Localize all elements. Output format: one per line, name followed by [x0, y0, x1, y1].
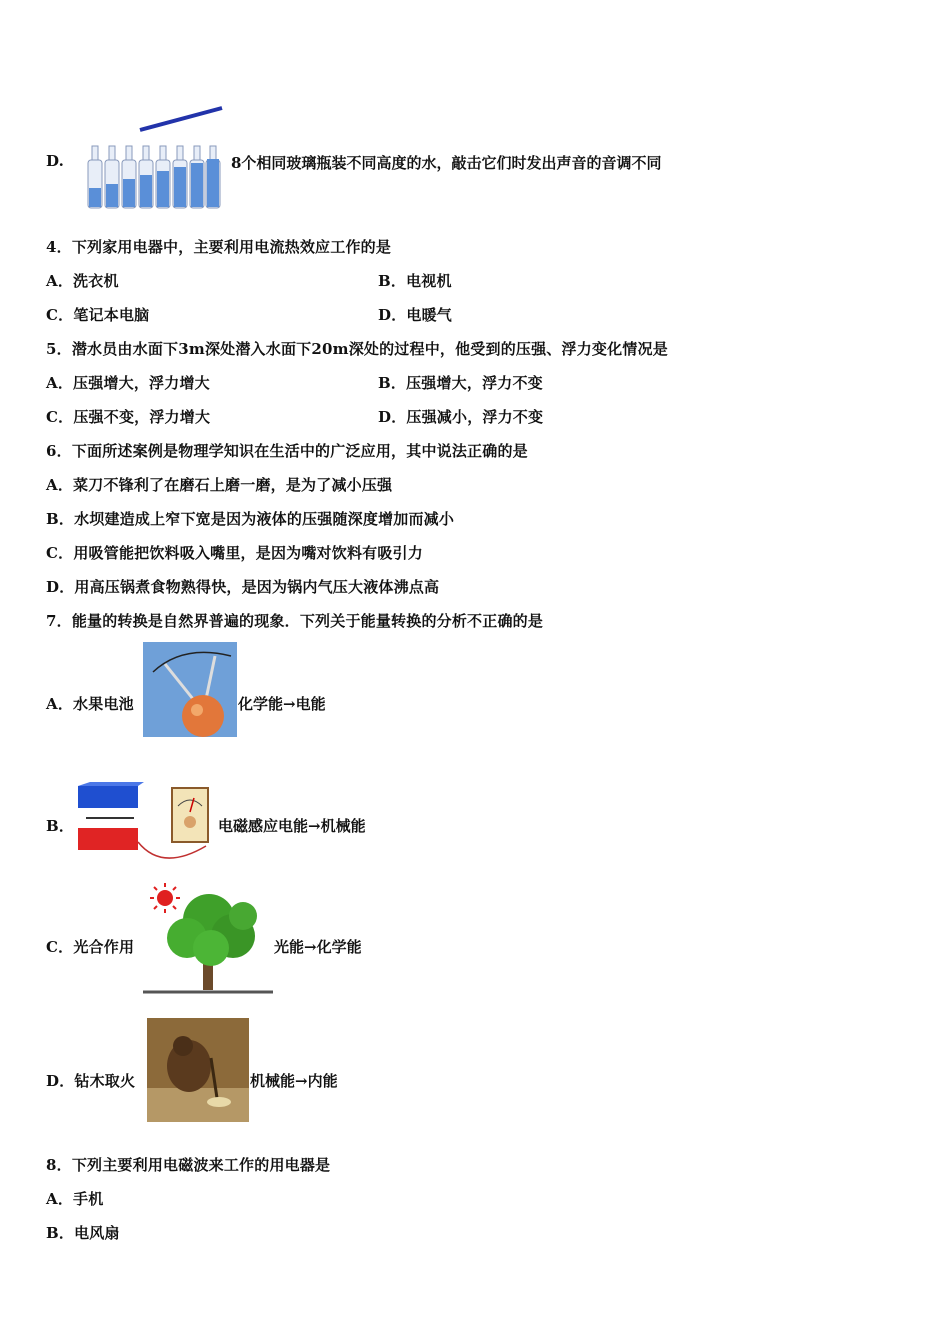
q7-option-a-label: A．水果电池	[46, 695, 134, 713]
blue-magnet	[78, 786, 138, 808]
q7-option-b-text: 电磁感应电能→机械能	[218, 817, 366, 835]
q6-option-b: B．水坝建造成上窄下宽是因为液体的压强随深度增加而减小	[46, 510, 455, 528]
q8-option-a: A．手机	[46, 1190, 104, 1208]
tree-icon	[167, 894, 257, 990]
q5-option-d: D．压强减小，浮力不变	[378, 408, 544, 426]
water-bottles	[88, 146, 220, 208]
q3-option-d-text: 8个相同玻璃瓶装不同高度的水，敲击它们时发出声音的音调不同	[231, 154, 662, 172]
caveman-head	[173, 1036, 193, 1056]
q5-option-c: C．压强不变，浮力增大	[46, 408, 211, 426]
q7-option-d-label: D．钻木取火	[46, 1072, 136, 1090]
q5-option-a: A．压强增大，浮力增大	[46, 374, 210, 392]
q6-option-d: D．用高压锅煮食物熟得快，是因为锅内气压大液体沸点高	[46, 578, 440, 596]
q5-option-b: B．压强增大，浮力不变	[378, 374, 543, 392]
q3-option-d-letter: D.	[46, 152, 65, 170]
ground	[147, 1088, 249, 1122]
photosynthesis-figure	[143, 882, 275, 996]
q4-option-a: A．洗衣机	[46, 272, 119, 290]
circuit-wire	[138, 842, 206, 858]
fruit-battery-figure	[143, 642, 237, 737]
sun-icon	[150, 883, 180, 913]
q4-option-d: D．电暖气	[378, 306, 453, 324]
q7-option-b-label: B．	[46, 817, 75, 835]
q7-stem: 7．能量的转换是自然界普遍的现象．下列关于能量转换的分析不正确的是	[46, 612, 544, 630]
q6-stem: 6．下面所述案例是物理学知识在生活中的广泛应用，其中说法正确的是	[46, 442, 528, 460]
q7-option-a-text: 化学能→电能	[238, 695, 326, 713]
q8-stem: 8．下列主要利用电磁波来工作的用电器是	[46, 1156, 331, 1174]
orange-fruit	[182, 695, 224, 737]
q6-option-c: C．用吸管能把饮料吸入嘴里，是因为嘴对饮料有吸引力	[46, 544, 423, 562]
q7-option-c-label: C．光合作用	[46, 938, 135, 956]
galvanometer	[172, 788, 208, 842]
magnet-top	[78, 782, 144, 786]
meter-face	[184, 816, 196, 828]
fire-drilling-figure	[147, 1018, 249, 1122]
fruit-highlight	[191, 704, 203, 716]
q4-stem: 4．下列家用电器中，主要利用电流热效应工作的是	[46, 238, 392, 256]
striking-rod	[140, 108, 222, 130]
q6-option-a: A．菜刀不锋利了在磨石上磨一磨，是为了减小压强	[46, 476, 393, 494]
q4-option-c: C．笔记本电脑	[46, 306, 150, 324]
q5-stem: 5．潜水员由水面下3m深处潜入水面下20m深处的过程中，他受到的压强、浮力变化情况是	[46, 340, 668, 358]
q4-option-b: B．电视机	[378, 272, 452, 290]
fire-smoke	[207, 1097, 231, 1107]
red-magnet	[78, 828, 138, 850]
q8-option-b: B．电风扇	[46, 1224, 120, 1242]
q7-option-c-text: 光能→化学能	[274, 938, 362, 956]
bottles-figure	[84, 102, 224, 212]
electromagnetic-induction-figure	[72, 782, 216, 870]
q7-option-d-text: 机械能→内能	[250, 1072, 338, 1090]
